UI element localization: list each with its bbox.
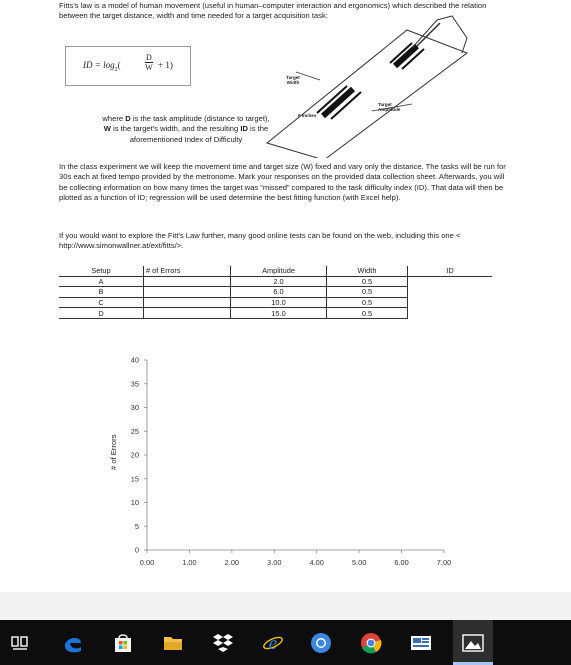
table-cell-setup: A: [59, 276, 144, 287]
where-paragraph: where D is the task amplitude (distance to target), W is the target's width, and the resulting ID is the aforementioned Index of Difficulty: [102, 114, 270, 144]
formula-numerator: D: [146, 53, 152, 62]
chart-y-tick-label: 5: [134, 521, 139, 531]
table-header-errors: # of Errors: [144, 266, 231, 276]
file-explorer-icon[interactable]: [162, 632, 184, 654]
chart-x-tick-label: 7.00: [436, 558, 452, 567]
news-app-icon[interactable]: [410, 632, 432, 654]
table-cell-width: 0.5: [327, 308, 408, 319]
task-view-icon[interactable]: [9, 632, 31, 654]
dropbox-icon[interactable]: [212, 632, 234, 654]
chart-x-tick-label: 5.00: [351, 558, 367, 567]
chart-x-tick-label: 2.00: [224, 558, 240, 567]
table-cell-setup: B: [59, 287, 144, 298]
formula-denominator: W: [145, 63, 153, 72]
chrome-canary-icon[interactable]: [310, 632, 332, 654]
table-cell-amplitude: 6.0: [231, 287, 327, 298]
chart-y-axis-label: # of Errors: [109, 434, 118, 470]
chart-x-tick-label: 0.00: [139, 558, 155, 567]
label-six-inches: 6 Inches: [298, 113, 317, 118]
chart-y-tick-label: 30: [130, 403, 139, 412]
table-cell-amplitude: 2.0: [231, 276, 327, 287]
table-cell-width: 0.5: [327, 287, 408, 298]
chart-x-tick-label: 1.00: [182, 558, 197, 567]
photos-icon[interactable]: [462, 632, 484, 654]
intro-paragraph: Fitts's law is a model of human movement (useful in human–computer interaction and ergonomics) which described the relation between the target distance, width and time needed for a target acquisition task:: [59, 1, 487, 21]
table-cell-setup: D: [59, 308, 144, 319]
table-header-id: ID: [408, 266, 493, 276]
chart-y-tick-label: 40: [130, 355, 139, 365]
formula-plus-one: + 1): [158, 60, 173, 70]
chrome-icon[interactable]: [360, 632, 382, 654]
table-cell-amplitude: 15.0: [231, 308, 327, 319]
chart-y-tick-label: 15: [130, 474, 139, 484]
table-cell-setup: C: [59, 297, 144, 308]
svg-text:e: e: [268, 633, 278, 654]
label-target-amplitude: Target Amplitude: [378, 102, 401, 112]
chart-y-tick-label: 20: [130, 450, 139, 460]
chart-x-tick-label: 4.00: [309, 558, 324, 567]
edge-icon[interactable]: [62, 632, 84, 654]
formula-lhs: ID = $\log_2$(: [83, 60, 121, 73]
table-header-width: Width: [327, 266, 408, 276]
table-header-amplitude: Amplitude: [231, 266, 327, 276]
window-bottom-strip: [0, 592, 571, 620]
store-icon[interactable]: [112, 632, 134, 654]
chart-x-tick-label: 3.00: [267, 558, 282, 567]
table-cell-width: 0.5: [327, 297, 408, 308]
experiment-paragraph: In the class experiment we will keep the movement time and target size (W) fixed and vary only the distance. The tasks will be run for 30s each at fixed tempo provided by the metronome. Mark your responses on the provided data collection sheet. Afterwards, you will be collecting information on how many times the target was “missed” compared to the task difficulty index (ID). That data will then be plotted as a function of ID; regression will be used determine the best fitting function (with Excel help).: [59, 162, 506, 203]
chart-y-tick-label: 10: [130, 498, 139, 507]
chart-y-tick-label: 0: [134, 545, 139, 555]
internet-explorer-icon[interactable]: [262, 632, 284, 654]
chart-y-tick-label: 35: [130, 379, 139, 389]
chart-x-tick-label: 6.00: [394, 558, 409, 567]
table-cell-width: 0.5: [327, 276, 408, 287]
explore-paragraph: If you would want to explore the Fitt's Law further, many good online tests can be found on the web, including this one < http://www.simonwallner.at/ext/fitts/>.: [59, 231, 461, 251]
table-header-setup: Setup: [59, 266, 144, 276]
label-target-width: Target Width: [286, 75, 300, 85]
table-cell-amplitude: 10.0: [231, 297, 327, 308]
chart-y-tick-label: 25: [130, 426, 139, 436]
